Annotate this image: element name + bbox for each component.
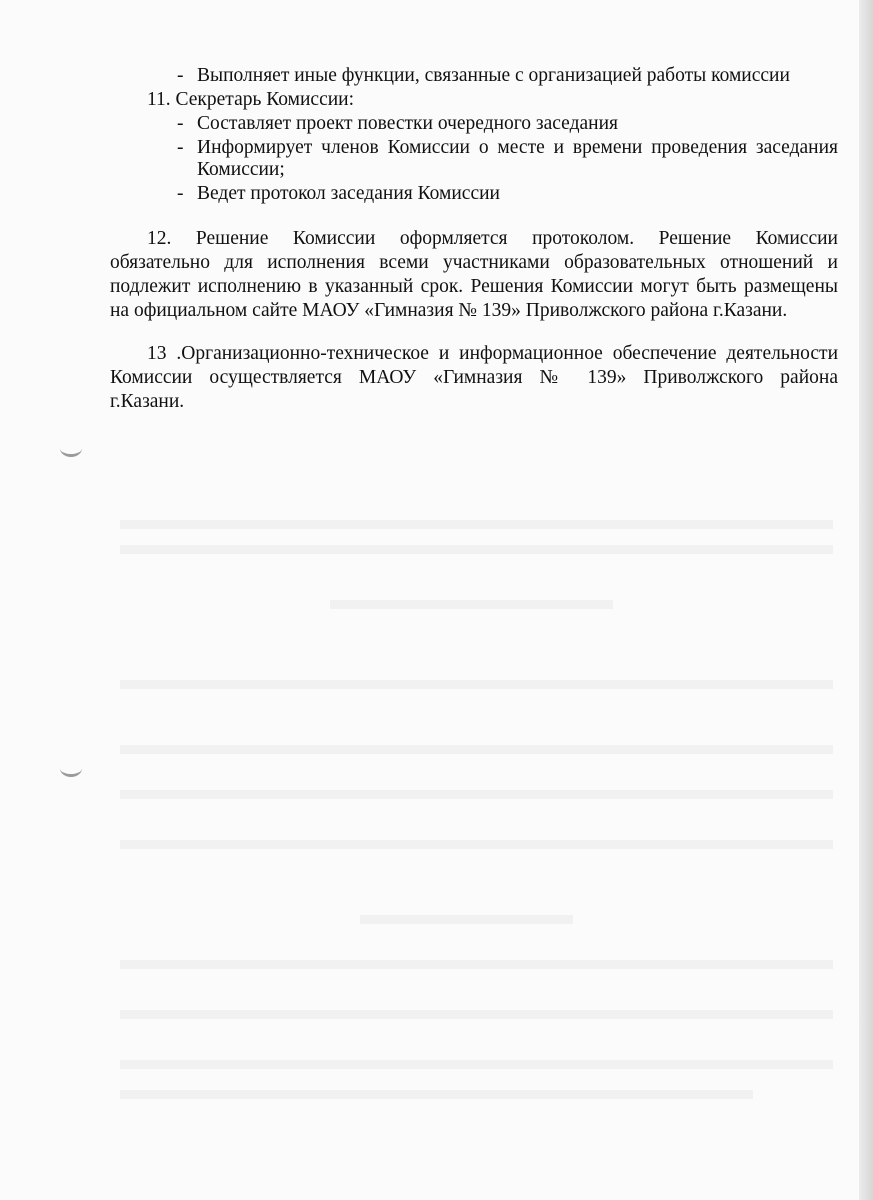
punch-hole: [60, 760, 82, 777]
item11-bullet: Составляет проект повестки очередного заседания: [197, 113, 619, 134]
bullet-dash: -: [177, 137, 184, 158]
bullet-dash: -: [177, 183, 184, 204]
bullet-dash: -: [177, 65, 184, 86]
item13-line: 13 .Организационно-техническое и информационное обеспечение деятельности: [147, 343, 838, 364]
item12-line: 12. Решение Комиссии оформляется протоколом. Решение Комиссии: [147, 228, 838, 249]
scan-edge: [859, 0, 873, 1200]
bullet-dash: -: [177, 113, 184, 134]
item11-bullet: Информирует членов Комиссии о месте и времени проведения заседания: [197, 137, 838, 158]
item10-last-bullet: Выполняет иные функции, связанные с организацией работы комиссии: [197, 65, 790, 86]
item13-line: г.Казани.: [110, 391, 185, 412]
item12-line: на официальном сайте МАОУ «Гимназия № 139» Приволжского района г.Казани.: [110, 300, 788, 321]
item13-line: Комиссии осуществляется МАОУ «Гимназия № 139» Приволжского района: [110, 367, 838, 388]
punch-hole: [60, 440, 82, 457]
item12-line: подлежит исполнению в указанный срок. Решения Комиссии могут быть размещены: [110, 276, 838, 297]
item11-bullet: Ведет протокол заседания Комиссии: [197, 183, 500, 204]
item11-bullet-cont: Комиссии;: [197, 159, 285, 180]
item11-heading: 11. Секретарь Комиссии:: [147, 89, 355, 110]
item12-line: обязательно для исполнения всеми участниками образовательных отношений и: [110, 252, 838, 273]
